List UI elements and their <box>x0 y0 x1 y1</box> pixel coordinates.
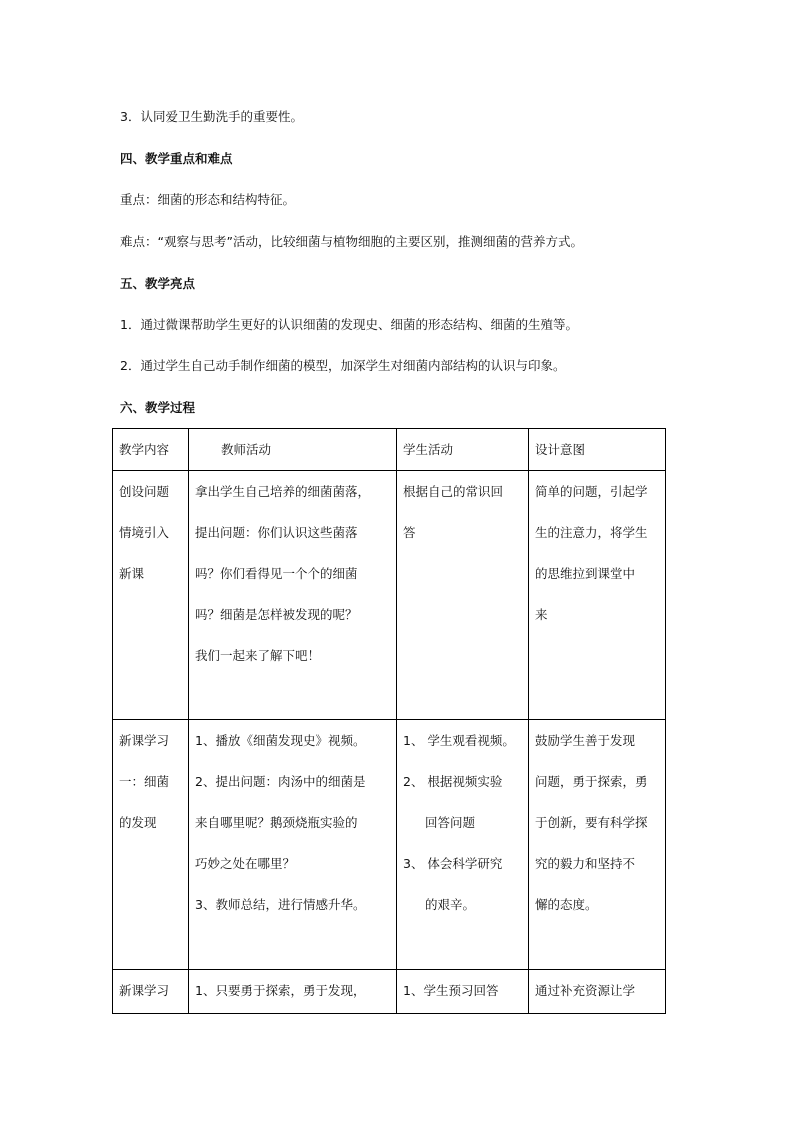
section-heading-6: 六、教学过程 <box>120 400 196 415</box>
table-header-row <box>113 429 666 471</box>
student-activity-cell: 1、 学生观看视频。 2、 根据视频实验 回答问题 3、 体会科学研究 的艰辛。 <box>397 720 529 970</box>
header-cell: 学生活动 <box>397 429 529 471</box>
table-row <box>113 970 666 1014</box>
teacher-activity-cell: 1、播放《细菌发现史》视频。 2、提出问题：肉汤中的细菌是 来自哪里呢？鹅颈烧瓶实验的 巧妙之处在哪里？ 3、教师总结，进行情感升华。 <box>189 720 397 970</box>
header-cell: 设计意图 <box>529 429 666 471</box>
difficult-point: 难点：“观察与思考”活动，比较细菌与植物细胞的主要区别，推测细菌的营养方式。 <box>120 234 583 249</box>
design-intent-cell: 鼓励学生善于发现 问题，勇于探索，勇 于创新，要有科学探 究的毅力和坚持不 懈的态度。 <box>529 720 666 970</box>
highlight-2: 2．通过学生自己动手制作细菌的模型，加深学生对细菌内部结构的认识与印象。 <box>120 358 566 373</box>
table-row <box>113 720 666 970</box>
content-cell: 新课学习 <box>113 970 189 1014</box>
content-cell: 新课学习 一：细菌 的发现 <box>113 720 189 970</box>
design-intent-cell: 简单的问题，引起学 生的注意力，将学生 的思维拉到课堂中 来 <box>529 471 666 720</box>
teaching-process-table <box>112 428 666 1014</box>
header-cell: 教师活动 <box>189 429 397 471</box>
highlight-1: 1．通过微课帮助学生更好的认识细菌的发现史、细菌的形态结构、细菌的生殖等。 <box>120 317 578 332</box>
content-cell: 创设问题 情境引入 新课 <box>113 471 189 720</box>
objective-3: 3．认同爱卫生勤洗手的重要性。 <box>120 109 303 124</box>
header-cell: 教学内容 <box>113 429 189 471</box>
teacher-activity-cell: 1、只要勇于探索，勇于发现， <box>189 970 397 1014</box>
table-row <box>113 471 666 720</box>
section-heading-4: 四、教学重点和难点 <box>120 151 233 166</box>
student-activity-cell: 根据自己的常识回 答 <box>397 471 529 720</box>
student-activity-cell: 1、学生预习回答 <box>397 970 529 1014</box>
key-point: 重点：细菌的形态和结构特征。 <box>120 192 296 207</box>
section-heading-5: 五、教学亮点 <box>120 276 196 291</box>
design-intent-cell: 通过补充资源让学 <box>529 970 666 1014</box>
teacher-activity-cell: 拿出学生自己培养的细菌菌落， 提出问题：你们认识这些菌落 吗？你们看得见一个个的细菌 吗？细菌是怎样被发现的呢？ 我们一起来了解下吧！ <box>189 471 397 720</box>
